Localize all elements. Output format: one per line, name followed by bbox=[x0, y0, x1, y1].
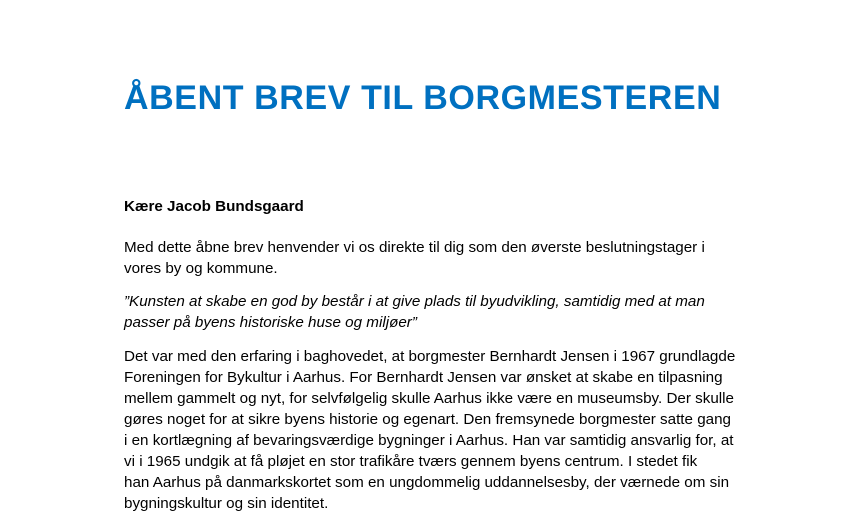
paragraph-line: Det var med den erfaring i baghovedet, at borgmester Bernhardt Jensen i 1967 grundlagde bbox=[124, 348, 736, 365]
salutation: Kære Jacob Bundsgaard bbox=[124, 198, 304, 215]
paragraph-line: han Aarhus på danmarkskortet som en ungdommelig uddannelsesby, der værnede om sin bbox=[124, 474, 730, 491]
quote-line: passer på byens historiske huse og miljøer” bbox=[124, 314, 417, 331]
history-paragraph bbox=[124, 346, 736, 514]
intro-paragraph bbox=[124, 237, 724, 279]
paragraph-line: bygningskultur og sin identitet. bbox=[124, 495, 329, 512]
document-title: ÅBENT BREV TIL BORGMESTEREN bbox=[124, 79, 722, 117]
quote-line: ”Kunsten at skabe en god by består i at give plads til byudvikling, samtidig med at man bbox=[124, 293, 705, 310]
quote-paragraph bbox=[124, 291, 724, 333]
paragraph-line: i en kortlægning af bevaringsværdige bygninger i Aarhus. Han var samtidig ansvarlig for, at bbox=[124, 432, 734, 449]
paragraph-line: gøres noget for at sikre byens historie og egenart. Den fremsynede borgmester satte gang bbox=[124, 411, 731, 428]
intro-line: Med dette åbne brev henvender vi os direkte til dig som den øverste beslutningstager i bbox=[124, 239, 705, 256]
intro-line: vores by og kommune. bbox=[124, 260, 278, 277]
paragraph-line: mellem gammelt og nyt, for selvfølgelig skulle Aarhus ikke være en museumsby. Der skulle bbox=[124, 390, 734, 407]
paragraph-line: Foreningen for Bykultur i Aarhus. For Bernhardt Jensen var ønsket at skabe en tilpasning bbox=[124, 369, 723, 386]
paragraph-line: vi i 1965 undgik at få pløjet en stor trafikåre tværs gennem byens centrum. I stedet fik bbox=[124, 453, 698, 470]
